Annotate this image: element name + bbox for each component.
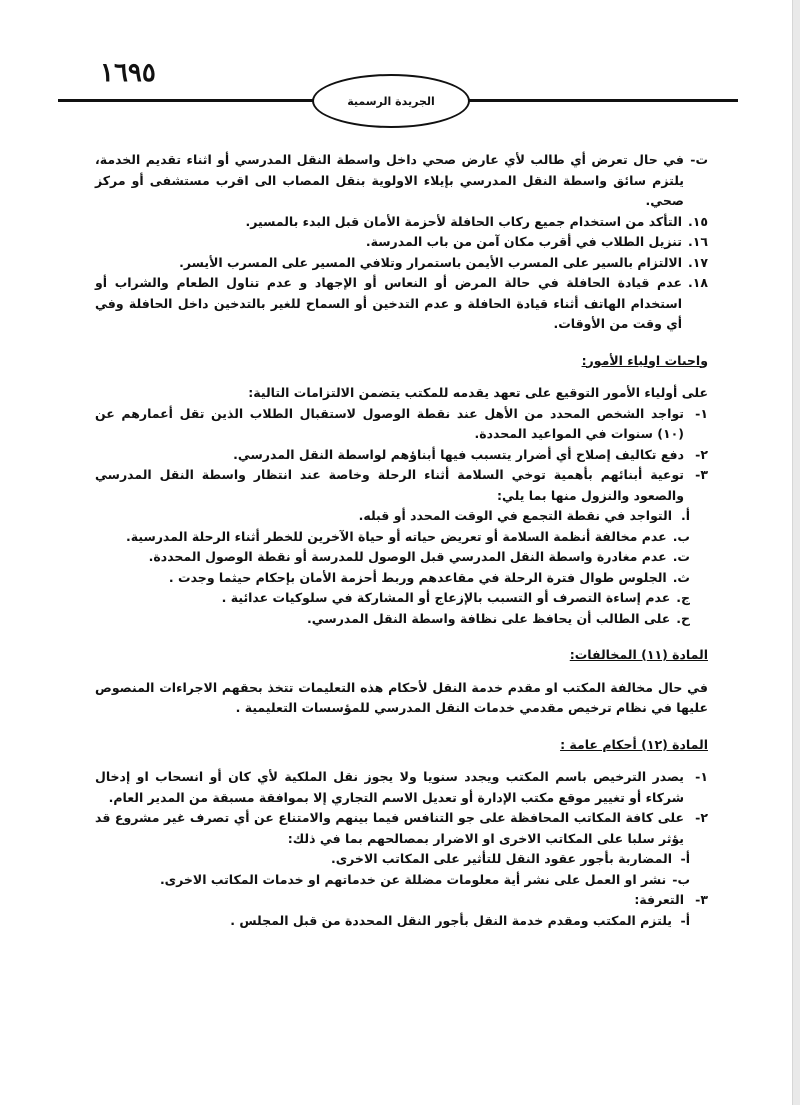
guardians-list	[95, 404, 708, 630]
sub-list-item	[95, 870, 690, 891]
item-marker: أ-	[680, 851, 690, 866]
item-marker: ٢-	[695, 810, 708, 825]
item-marker: ١٧.	[687, 254, 708, 270]
item-text: التأكد من استخدام جميع ركاب الحافلة لأحزمة الأمان قبل البدء بالمسير.	[245, 213, 682, 229]
item-marker: ٣-	[695, 892, 708, 907]
item-marker: ج.	[676, 590, 690, 605]
item-marker: أ.	[680, 508, 690, 523]
guardians-sublist	[95, 506, 708, 629]
list-item	[95, 212, 708, 233]
item-text: في حال تعرض أي طالب لأي عارض صحي داخل واسطة النقل المدرسي أو اثناء تقديم الخدمة، يلتزم سائق واسطة النقل المدرسي بإيلاء الاولوية بنقل المصاب الى اقرب مستشفى أو مركز صحي.	[95, 152, 684, 208]
sub-list-item	[95, 506, 690, 527]
item-text: التواجد في نقطة التجمع في الوقت المحدد أو قبله.	[358, 508, 672, 523]
item-text: على كافة المكاتب المحافظة على جو التنافس فيما بينهم والامتناع عن أي تصرف غير مشروع قد يؤثر سلبا على المكاتب الاخرى او الاضرار بمصالحهم بما في ذلك:	[95, 810, 684, 846]
gazette-title-oval	[312, 74, 470, 128]
section-heading-guardians: واجبات اولياء الأمور:	[581, 352, 708, 368]
general-sublist-2	[95, 849, 708, 890]
item-marker: ١٨.	[687, 275, 708, 290]
item-text: تنزيل الطلاب في أقرب مكان آمن من باب المدرسة.	[365, 234, 682, 249]
list-item	[95, 273, 708, 335]
section-heading-violations: المادة (١١) المخالفات:	[569, 647, 708, 662]
general-sublist-3	[95, 911, 708, 932]
list-item	[95, 232, 708, 253]
item-text: تواجد الشخص المحدد من الأهل عند نقطة الوصول لاستقبال الطلاب الذين تقل أعمارهم عن (١٠) سنوات في المواعيد المحددة.	[95, 405, 684, 441]
general-list	[95, 767, 708, 931]
guardians-intro: على أولياء الأمور التوقيع على تعهد يقدمه للمكتب يتضمن الالتزامات التالية:	[248, 385, 708, 400]
item-text: توعية أبنائهم بأهمية توخي السلامة أثناء الرحلة وخاصة عند انتظار واسطة النقل المدرسي والصعود والنزول منها بما يلي:	[95, 467, 684, 503]
item-marker: ب-	[672, 871, 690, 887]
item-marker: ت-	[690, 152, 708, 167]
item-text: الالتزام بالسير على المسرب الأيمن باستمرار وتلافي المسير على المسرب الأيسر.	[179, 254, 682, 270]
list-item	[95, 465, 708, 506]
item-text: على الطالب أن يحافظ على نظافة واسطة النقل المدرسي.	[307, 610, 671, 626]
item-text: يلتزم المكتب ومقدم خدمة النقل بأجور النقل المحددة من قبل المجلس .	[230, 912, 672, 928]
item-text: يصدر الترخيص باسم المكتب ويجدد سنويا ولا يجوز نقل الملكية لأي كان أو انسحاب او إدخال شركاء أو تغيير موقع مكتب الإدارة أو تعديل الاسم التجاري إلا بموافقة مسبقة من المدير العام.	[95, 769, 684, 805]
list-item	[95, 890, 708, 911]
top-items-list	[95, 150, 708, 335]
sub-list-item	[95, 609, 690, 630]
gazette-title: الجريدة الرسمية	[347, 94, 435, 108]
sub-list-item	[95, 911, 690, 932]
item-text: المضاربة بأجور عقود النقل للتأثير على المكاتب الاخرى.	[330, 851, 672, 866]
list-item	[95, 808, 708, 849]
list-item	[95, 404, 708, 445]
item-marker: ت.	[672, 549, 690, 564]
item-marker: ح.	[676, 610, 690, 626]
item-text: عدم إساءة التصرف أو التسبب بالإزعاج أو المشاركة في سلوكيات عدائية .	[221, 590, 671, 605]
item-text: عدم مخالفة أنظمة السلامة أو تعريض حياته أو حياة الآخرين للخطر أثناء الرحلة المدرسية.	[126, 528, 667, 544]
sub-list-item	[95, 568, 690, 589]
list-item	[95, 445, 708, 466]
sub-list-item	[95, 547, 690, 568]
item-text: عدم قيادة الحافلة في حالة المرض أو النعاس أو الإجهاد و عدم تناول الطعام والشراب أو استخدام الهاتف أثناء قيادة الحافلة و عدم التدخين أو السماح للغير بالتدخين داخل الحافلة وفي أي وقت من الأوقات.	[95, 275, 682, 331]
document-body	[95, 150, 708, 931]
item-marker: ب.	[672, 528, 690, 544]
section-heading-general: المادة (١٢) أحكام عامة :	[560, 736, 708, 752]
sub-list-item	[95, 588, 690, 609]
item-marker: ٢-	[695, 446, 708, 462]
item-marker: ٣-	[695, 467, 708, 482]
list-item	[95, 253, 708, 274]
item-text: الجلوس طوال فترة الرحلة في مقاعدهم وربط أحزمة الأمان بإحكام حيثما وجدت .	[168, 569, 667, 585]
item-text: التعرفة:	[634, 892, 684, 907]
list-item	[95, 150, 708, 212]
item-marker: أ-	[680, 912, 690, 928]
item-text: عدم مغادرة واسطة النقل المدرسي قبل الوصول للمدرسة أو نقطة الوصول المحددة.	[148, 549, 667, 564]
list-item	[95, 767, 708, 808]
sub-list-item	[95, 527, 690, 548]
violations-text: في حال مخالفة المكتب او مقدم خدمة النقل لأحكام هذه التعليمات تتخذ بحقهم الاجراءات المنصوص عليها في نظام ترخيص مقدمي خدمات النقل المدرسي للمؤسسات التعليمية .	[95, 679, 708, 715]
item-marker: ١-	[695, 769, 708, 784]
page-number: ١٦٩٥	[100, 58, 156, 88]
sub-list-item	[95, 849, 690, 870]
item-text: نشر او العمل على نشر أية معلومات مضللة عن خدماتهم او خدمات المكاتب الاخرى.	[159, 871, 667, 887]
item-text: دفع تكاليف إصلاح أي أضرار يتسبب فيها أبناؤهم لواسطة النقل المدرسي.	[233, 446, 684, 462]
item-marker: ث.	[672, 569, 690, 585]
vertical-scrollbar[interactable]	[792, 0, 800, 1105]
item-marker: ١٦.	[687, 234, 708, 249]
item-marker: ١٥.	[687, 213, 708, 229]
item-marker: ١-	[695, 405, 708, 421]
